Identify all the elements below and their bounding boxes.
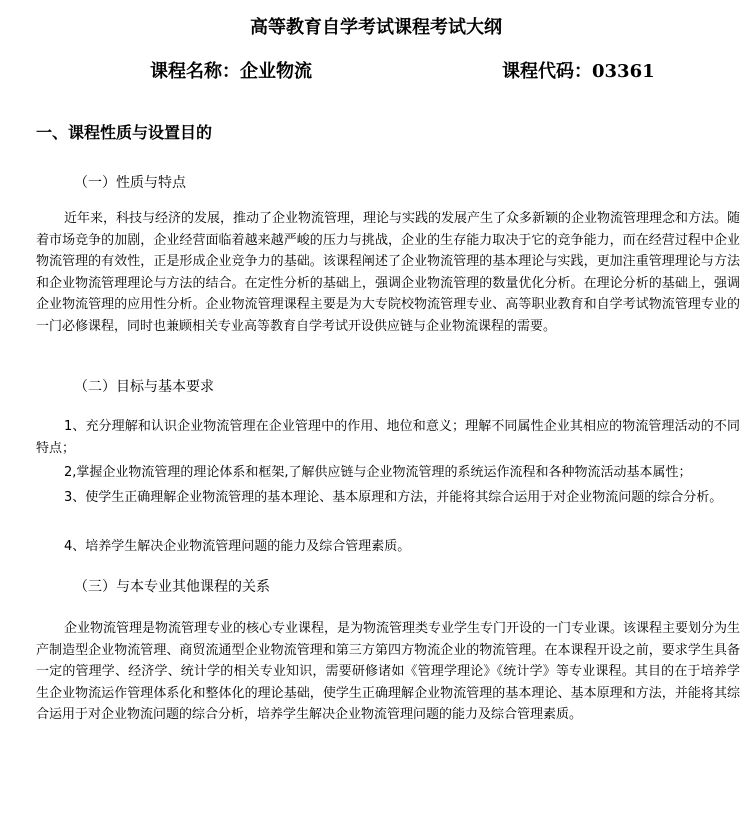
goal-item-4: 4、培养学生解决企业物流管理问题的能力及综合管理素质。 [64,539,411,554]
course-name: 课程名称：企业物流 [150,61,312,82]
section-heading: 一、课程性质与设置目的 [36,123,213,142]
paragraph-nature: 近年来，科技与经济的发展，推动了企业物流管理，理论与实践的发展产生了众多新颖的企业物流管理理念和方法。随着市场竞争的加剧，企业经营面临着越来越严峻的压力与挑战，企业的生存能力取决于它的竞争能力，而在经营过程中企业物流管理的有效性，正是形成企业竞争力的基础。该课程阐述了企业物流管理的基本理论与实践，更加注重管理理论与方法和企业物流管理理论与方法的结合。在定性分析的基础上，强调企业物流管理的数量优化分析。在理论分析的基础上，强调企业物流管理的应用性分析。企业物流管理课程主要是为大专院校物流管理专业、高等职业教育和自学考试物流管理专业的一门必修课程，同时也兼顾相关专业高等教育自学考试开设供应链与企业物流课程的需要。 [36,211,741,334]
goal-item-2: 2,掌握企业物流管理的理论体系和框架,了解供应链与企业物流管理的系统运作流程和各种物流活动基本属性； [64,465,692,480]
course-code: 课程代码：03361 [502,61,655,82]
paragraph-relations: 企业物流管理是物流管理专业的核心专业课程，是为物流管理类专业学生专门开设的一门专业课。该课程主要划分为生产制造型企业物流管理、商贸流通型企业物流管理和第三方第四方物流企业的物流管理。在本课程开设之前，要求学生具备一定的管理学、经济学、统计学的相关专业知识，需要研修诸如《管理学理论》《统计学》等专业课程。其目的在于培养学生企业物流运作管理体系化和整体化的理论基础，使学生正确理解企业物流管理的基本理论、基本原理和方法，并能将其综合运用于对企业物流问题的综合分析，培养学生解决企业物流管理问题的能力及综合管理素质。 [36,621,741,722]
subsection-heading-relations: （三）与本专业其他课程的关系 [74,579,270,595]
goal-item-3: 3、使学生正确理解企业物流管理的基本理论、基本原理和方法，并能将其综合运用于对企业物流问题的综合分析。 [64,490,723,505]
document-title: 高等教育自学考试课程考试大纲 [250,17,502,38]
subsection-heading-nature: （一）性质与特点 [74,175,186,191]
subsection-heading-goals: （二）目标与基本要求 [74,379,214,395]
goal-item-1: 1、充分理解和认识企业物流管理在企业管理中的作用、地位和意义；理解不同属性企业其相应的物流管理活动的不同特点； [36,419,740,456]
